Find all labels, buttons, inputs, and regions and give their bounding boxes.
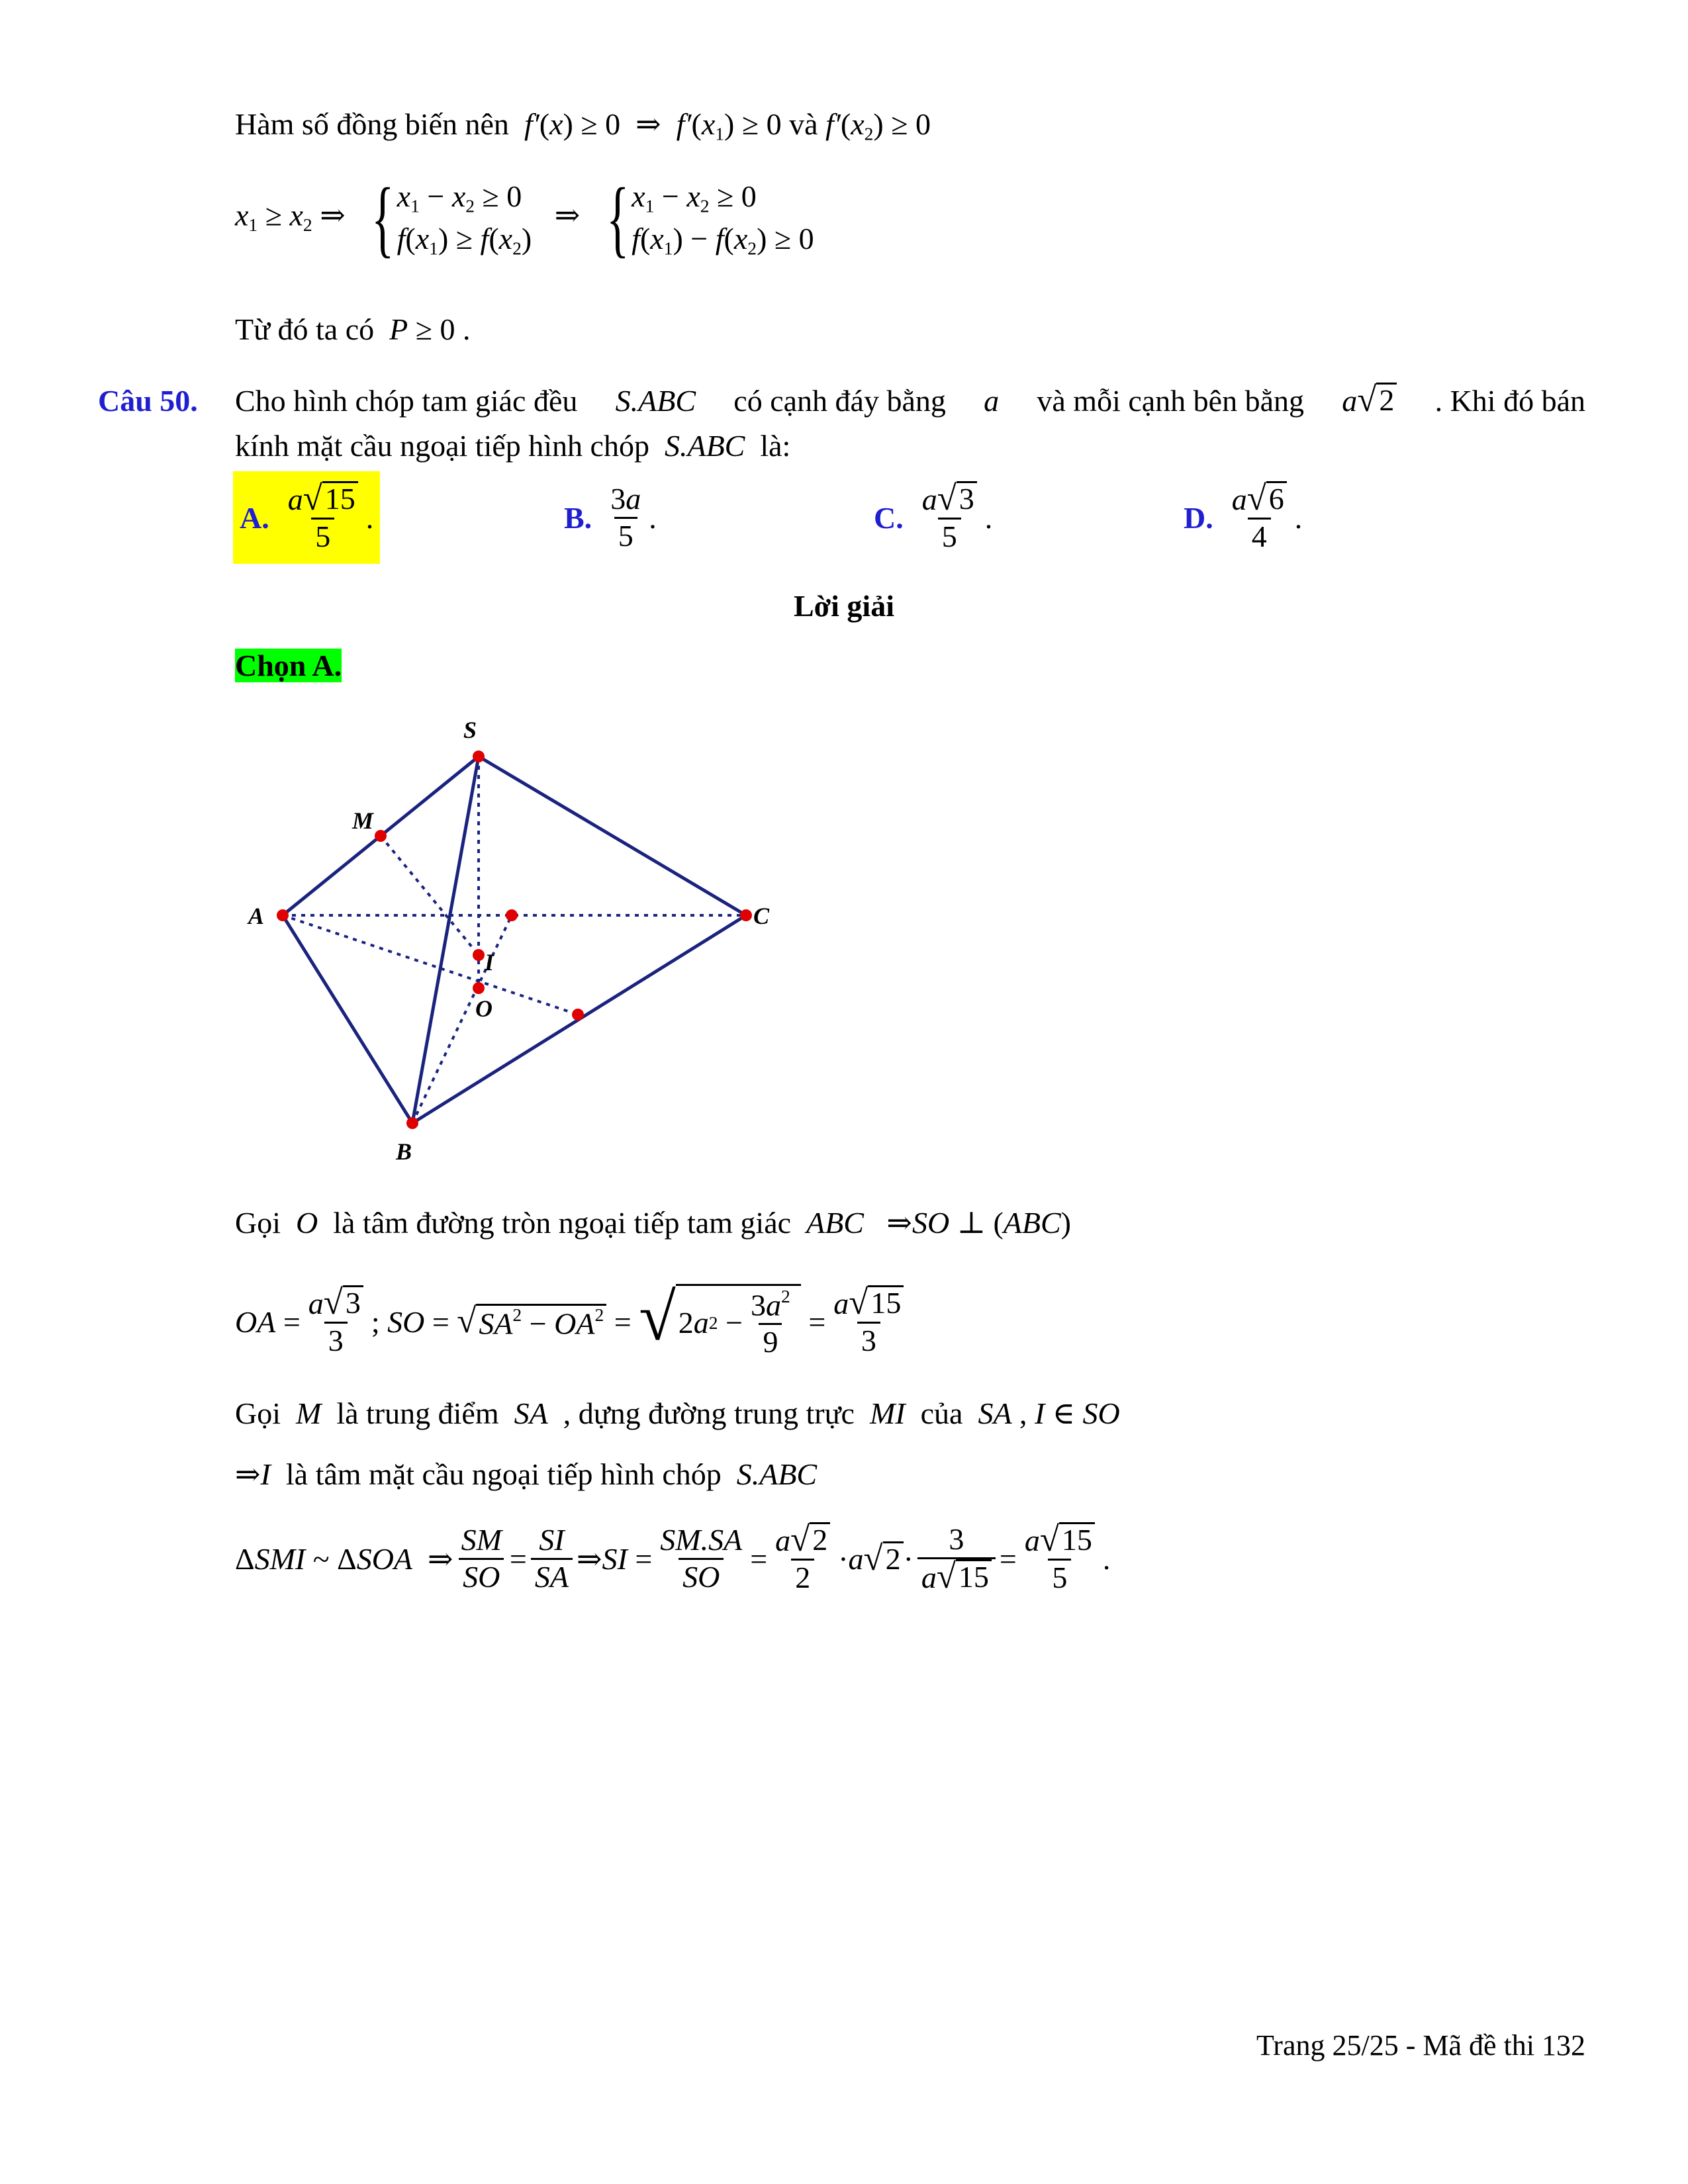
point-m [375,830,387,842]
label-c: C [753,903,770,929]
question-text-c: và mỗi cạnh bên bằng [1037,384,1305,418]
edge-sc [479,756,746,915]
option-d-label: D. [1184,500,1213,535]
label-a: A [248,903,265,929]
solution-line-1: Gọi O là tâm đường tròn ngoại tiếp tam giác ABC ⇒SO ⊥ (ABC) [235,1206,1071,1240]
label-i: I [485,949,494,976]
point-b [406,1117,418,1129]
point-mid-ac [506,909,518,921]
question-text-d: . Khi đó bán [1434,384,1585,418]
solution-line-4-b: là tâm mặt cầu ngoại tiếp hình chóp [285,1457,722,1491]
question-text-line-2: kính mặt cầu ngoại tiếp hình chóp S.ABC là: [235,429,791,463]
point-a [277,909,289,921]
question-text-f: là: [760,429,791,463]
solution-line-1-b: là tâm đường tròn ngoại tiếp tam giác [333,1206,792,1240]
solution-line-3-a: Gọi [235,1396,281,1430]
median-a [283,915,578,1015]
question-number [98,383,198,419]
option-a[interactable]: A. a √ 15 5 . [233,471,380,564]
question-text-a: Cho hình chóp tam giác đều [235,384,578,418]
option-a-label: A. [240,500,269,535]
bisector-mi [381,836,479,955]
option-c-label: C. [874,500,904,535]
prev-line-3: Từ đó ta có P ≥ 0 . [235,312,471,346]
solution-line-3-b: là trung điểm [336,1396,499,1430]
solution-line-3: Gọi M là trung điểm SA , dựng đường trung trực MI của SA , I ∈ SO [235,1396,1120,1430]
point-i [473,949,485,961]
solution-line-2: OA = a √ 3 3 ; SO = √ $SA^2 - OA^2$ = √ 2 a 2 − $\frac{3a^2}{9}$ = a √ 15 3 [235,1284,912,1360]
point-s [473,751,485,762]
solution-line-5: Δ SMI ~ Δ SOA ⇒ $\frac{SM}{SO}$ = $\frac{SI}{SA}$ ⇒ SI = $\frac{SM.SA}{SO}$ = a √ 2 2 · a √ 2 · 3 a √ 15 = a √ 15 5 . [235,1520,1111,1596]
page-footer-text: Trang 25/25 - Mã đề thi 132 [1256,2029,1585,2062]
solution-line-3-d: của [920,1396,963,1430]
prev-line-1: Hàm số đồng biến nên f′(x) ≥ 0 ⇒ $f'(x_1) \ge 0$ và $f'(x_2) \ge 0$ [235,107,931,144]
prev-line-3-text: Từ đó ta có [235,312,375,346]
label-b: B [396,1138,412,1165]
question-number-label: Câu 50. [98,384,198,418]
prev-line-1-text: Hàm số đồng biến nên [235,107,509,141]
label-s: S [463,717,477,743]
label-o: O [475,995,492,1022]
label-m: M [352,807,374,834]
option-b-label: B. [564,500,592,535]
point-mid-bc [572,1009,584,1021]
question-text-e: kính mặt cầu ngoại tiếp hình chóp [235,429,649,463]
option-b[interactable]: B. $\frac{3a}{5}$ . [564,481,657,553]
edge-sb [412,756,479,1123]
prev-line-1-and: và [789,107,818,141]
pyramid-figure [238,715,808,1171]
solution-line-1-a: Gọi [235,1206,281,1240]
edge-ab [283,915,412,1123]
solution-choice-text: Chọn A. [235,649,342,682]
point-o [473,982,485,994]
prev-line-2: $x_1 \ge x_2$ ⇒ { $x_1 - x_2 \ge 0$ $f(x_1) \ge f(x_2)$ ⇒ { $x_1 - x_2 \ge 0$ $f(x_1) - f(x_2) \ge 0$ [235,171,814,266]
option-c[interactable]: C. a √ 3 5 . [874,478,993,553]
solution-title-text: Lời giải [794,589,894,623]
option-d[interactable]: D. a √ 6 4 . [1184,478,1303,553]
point-c [740,909,752,921]
question-text-line-1: Cho hình chóp tam giác đều S.ABC có cạnh đáy bằng a và mỗi cạnh bên bằng a √ 2 . Khi đó bán [235,381,1585,419]
solution-line-4: ⇒I là tâm mặt cầu ngoại tiếp hình chóp S.ABC [235,1457,818,1491]
solution-choice [235,647,342,684]
question-text-b: có cạnh đáy bằng [733,384,946,418]
solution-title [0,588,1688,624]
page-footer [1256,2028,1585,2064]
solution-line-3-c: , dựng đường trung trực [563,1396,855,1430]
